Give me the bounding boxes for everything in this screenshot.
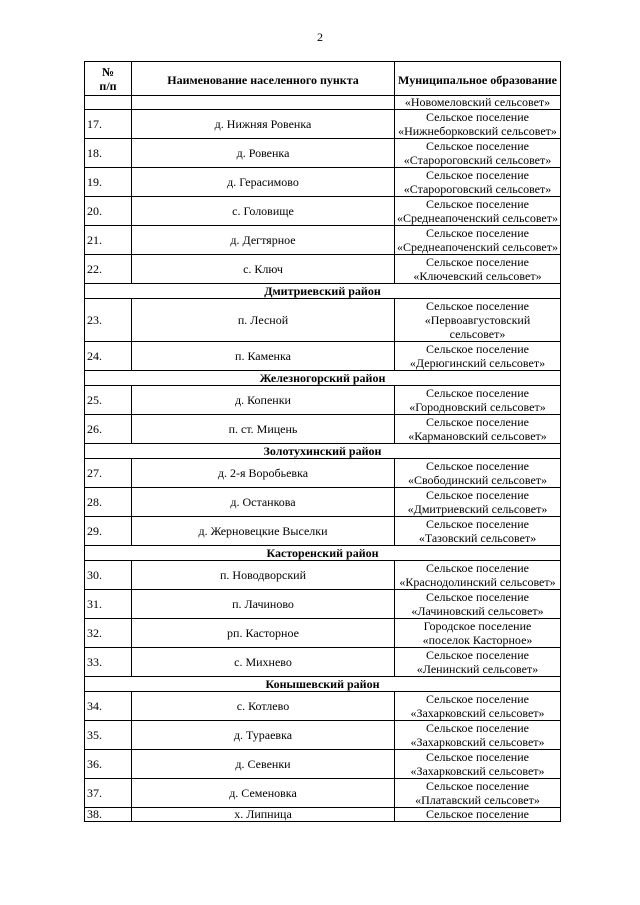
municipality-cell [395, 750, 561, 779]
settlement-name: д. Копенки [132, 386, 395, 415]
municipality-cell [395, 648, 561, 677]
table-row [85, 226, 561, 255]
settlement-name: с. Котлево [132, 692, 395, 721]
municipality-cell [395, 808, 561, 822]
continuation-row [85, 96, 561, 110]
row-number: 25. [85, 386, 132, 415]
table-row [85, 590, 561, 619]
district-title: Касторенский район [85, 546, 561, 561]
table-row [85, 561, 561, 590]
settlement-name: д. Ровенка [132, 139, 395, 168]
settlement-name: д. 2-я Воробьевка [132, 459, 395, 488]
municipality-cell [395, 139, 561, 168]
municipality-name: «Ключевский сельсовет» [413, 269, 542, 283]
header-number-line1: № [101, 64, 115, 79]
municipality-cell [395, 255, 561, 284]
municipality-cell [395, 299, 561, 342]
district-title: Железногорский район [85, 371, 561, 386]
district-header-row [85, 284, 561, 299]
municipality-name: «Первоавгустовский сельсовет» [424, 313, 531, 341]
municipality-type: Городское поселение [423, 619, 532, 633]
row-number: 27. [85, 459, 132, 488]
district-header-row [85, 371, 561, 386]
row-number: 23. [85, 299, 132, 342]
municipality-type: Сельское поселение [426, 386, 529, 400]
row-number: 34. [85, 692, 132, 721]
municipality-type: Сельское поселение [426, 342, 529, 356]
municipality-type: Сельское поселение [426, 139, 529, 153]
municipality-type: Сельское поселение [426, 561, 529, 575]
municipality-cell [395, 168, 561, 197]
continuation-name-cell [132, 96, 395, 110]
municipality-name: «Среднеапоченский сельсовет» [397, 240, 558, 254]
settlement-name: п. Новодворский [132, 561, 395, 590]
table-body [85, 96, 561, 822]
municipality-cell [395, 342, 561, 371]
municipality-type: Сельское поселение [426, 750, 529, 764]
table-row [85, 255, 561, 284]
row-number: 33. [85, 648, 132, 677]
municipality-type: Сельское поселение [426, 299, 529, 313]
municipality-type: Сельское поселение [426, 110, 529, 124]
table-row [85, 750, 561, 779]
municipality-name: «Нижнеборковский сельсовет» [398, 124, 557, 138]
settlement-name: с. Ключ [132, 255, 395, 284]
municipality-name: «Ленинский сельсовет» [416, 662, 539, 676]
row-number: 18. [85, 139, 132, 168]
municipality-type: Сельское поселение [426, 197, 529, 211]
row-number: 36. [85, 750, 132, 779]
municipality-name: «Тазовский сельсовет» [418, 531, 537, 545]
municipality-name: «Захарковский сельсовет» [410, 764, 545, 778]
header-municipality: Муниципальное образование [395, 62, 561, 96]
municipality-type: Сельское поселение [426, 590, 529, 604]
row-number: 37. [85, 779, 132, 808]
settlement-name: п. Каменка [132, 342, 395, 371]
municipality-cell [395, 415, 561, 444]
municipality-cell [395, 561, 561, 590]
municipality-name: «Свободинский сельсовет» [407, 473, 548, 487]
municipality-cell [395, 197, 561, 226]
table-row [85, 415, 561, 444]
settlement-name: п. Лесной [132, 299, 395, 342]
municipality-type: Сельское поселение [426, 415, 529, 429]
settlement-name: д. Севенки [132, 750, 395, 779]
municipality-name: «поселок Касторное» [422, 633, 533, 647]
table-row [85, 517, 561, 546]
header-settlement-name: Наименование населенного пункта [132, 62, 395, 96]
table-row [85, 648, 561, 677]
municipality-cell [395, 779, 561, 808]
municipality-name: «Среднеапоченский сельсовет» [397, 211, 558, 225]
settlement-name: х. Липница [132, 808, 395, 822]
header-number [85, 62, 132, 96]
table-row [85, 299, 561, 342]
row-number: 20. [85, 197, 132, 226]
table-row [85, 779, 561, 808]
municipality-cell [395, 226, 561, 255]
table-row [85, 168, 561, 197]
table-row [85, 110, 561, 139]
row-number: 32. [85, 619, 132, 648]
district-title: Конышевский район [85, 677, 561, 692]
table-row [85, 386, 561, 415]
table-row [85, 692, 561, 721]
municipality-cell [395, 110, 561, 139]
settlement-name: д. Жерновецкие Выселки [132, 517, 395, 546]
row-number: 19. [85, 168, 132, 197]
municipality-name: «Дмитриевский сельсовет» [407, 502, 548, 516]
row-number: 35. [85, 721, 132, 750]
row-number: 24. [85, 342, 132, 371]
municipality-cell [395, 488, 561, 517]
table-row [85, 619, 561, 648]
district-header-row [85, 677, 561, 692]
municipality-name: «Платавский сельсовет» [415, 793, 540, 807]
municipality-cell [395, 459, 561, 488]
settlement-name: д. Герасимово [132, 168, 395, 197]
row-number: 22. [85, 255, 132, 284]
table-header-row [85, 62, 561, 96]
municipality-name: «Старороговский сельсовет» [403, 153, 552, 167]
header-number-line2: п/п [99, 78, 117, 93]
municipality-type: Сельское поселение [426, 648, 529, 662]
continuation-num-cell [85, 96, 132, 110]
row-number: 28. [85, 488, 132, 517]
settlement-name: д. Дегтярное [132, 226, 395, 255]
municipality-type: Сельское поселение [426, 779, 529, 793]
municipality-type: Сельское поселение [426, 692, 529, 706]
municipality-type: Сельское поселение [426, 721, 529, 735]
municipality-name: «Старороговский сельсовет» [403, 182, 552, 196]
municipality-cell [395, 692, 561, 721]
table-row [85, 721, 561, 750]
settlement-name: д. Нижняя Ровенка [132, 110, 395, 139]
municipality-name: «Дерюгинский сельсовет» [409, 356, 546, 370]
row-number: 21. [85, 226, 132, 255]
district-header-row [85, 546, 561, 561]
municipality-type: Сельское поселение [426, 168, 529, 182]
table-row [85, 139, 561, 168]
municipality-cell [395, 619, 561, 648]
municipality-name: «Захарковский сельсовет» [410, 735, 545, 749]
settlement-name: п. ст. Мицень [132, 415, 395, 444]
municipality-name: «Кармановский сельсовет» [408, 429, 547, 443]
row-number: 31. [85, 590, 132, 619]
municipality-cell [395, 721, 561, 750]
table-row [85, 197, 561, 226]
row-number: 30. [85, 561, 132, 590]
municipality-name: «Захарковский сельсовет» [410, 706, 545, 720]
municipality-type: Сельское поселение [426, 807, 529, 821]
row-number: 26. [85, 415, 132, 444]
municipality-name: «Краснодолинский сельсовет» [399, 575, 556, 589]
municipality-name: «Лачиновский сельсовет» [411, 604, 544, 618]
row-number: 29. [85, 517, 132, 546]
district-title: Золотухинский район [85, 444, 561, 459]
table-row [85, 808, 561, 822]
municipality-type: Сельское поселение [426, 517, 529, 531]
district-title: Дмитриевский район [85, 284, 561, 299]
settlement-name: п. Лачиново [132, 590, 395, 619]
settlement-name: д. Останкова [132, 488, 395, 517]
table-row [85, 488, 561, 517]
municipality-cell [395, 590, 561, 619]
settlements-table [84, 61, 561, 822]
row-number: 38. [85, 808, 132, 822]
continuation-municipality: «Новомеловский сельсовет» [395, 96, 561, 110]
municipality-type: Сельское поселение [426, 459, 529, 473]
settlement-name: д. Тураевка [132, 721, 395, 750]
municipality-cell [395, 517, 561, 546]
municipality-type: Сельское поселение [426, 488, 529, 502]
table-row [85, 342, 561, 371]
table-row [85, 459, 561, 488]
municipality-name: «Городновский сельсовет» [409, 400, 546, 414]
settlement-name: с. Михнево [132, 648, 395, 677]
page-number: 2 [317, 30, 323, 44]
settlement-name: с. Головище [132, 197, 395, 226]
municipality-cell [395, 386, 561, 415]
settlement-name: д. Семеновка [132, 779, 395, 808]
row-number: 17. [85, 110, 132, 139]
settlement-name: рп. Касторное [132, 619, 395, 648]
district-header-row [85, 444, 561, 459]
municipality-type: Сельское поселение [426, 255, 529, 269]
municipality-type: Сельское поселение [426, 226, 529, 240]
